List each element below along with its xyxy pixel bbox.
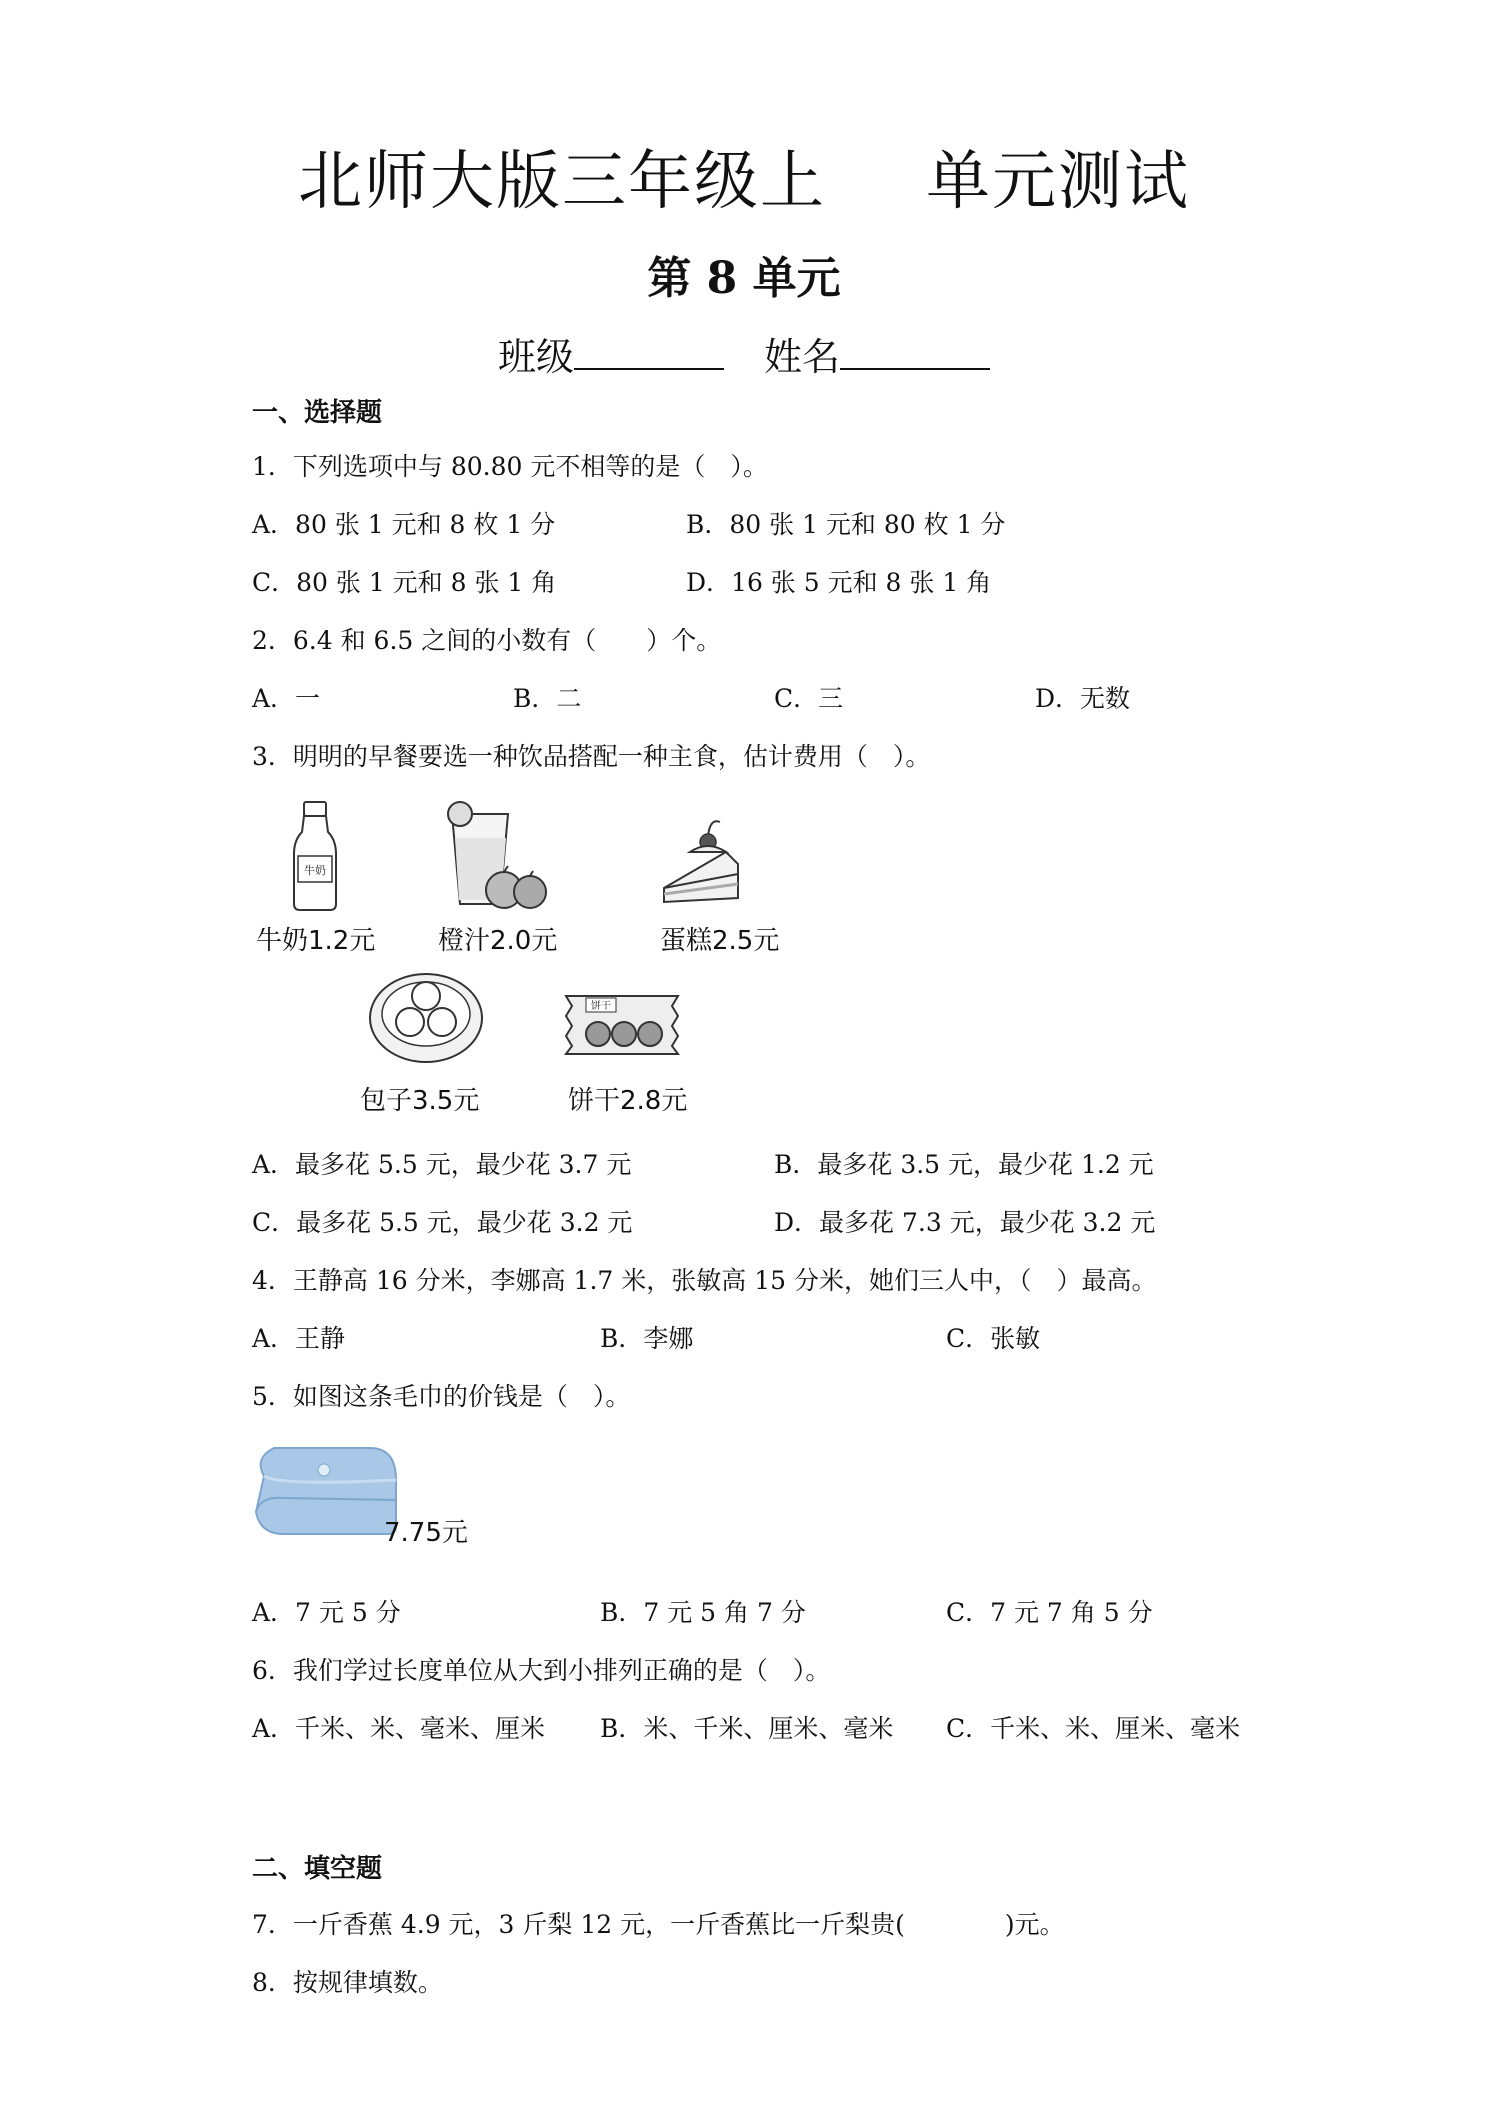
name-blank[interactable] xyxy=(840,334,990,370)
section-heading-fill: 二、填空题 xyxy=(252,1854,383,1884)
question-2: 2．6.4 和 6.5 之间的小数有（ ）个。 xyxy=(252,626,722,655)
q1-option-b[interactable]: B．80 张 1 元和 80 枚 1 分 xyxy=(686,510,1006,539)
class-name-line xyxy=(0,326,1488,381)
title-right: 单元测试 xyxy=(926,145,1190,219)
name-label: 姓名 xyxy=(764,335,841,379)
orange-juice-icon xyxy=(438,800,553,912)
item-cake-label: 蛋糕2.5元 xyxy=(660,926,780,956)
item-milk-label: 牛奶1.2元 xyxy=(256,926,376,956)
question-4: 4．王静高 16 分米，李娜高 1.7 米，张敏高 15 分米，她们三人中，（ ）最高。 xyxy=(252,1266,1157,1295)
q2-option-b[interactable]: B．二 xyxy=(513,684,582,713)
q1-option-c[interactable]: C．80 张 1 元和 8 张 1 角 xyxy=(252,568,557,597)
class-label: 班级 xyxy=(497,335,574,379)
cake-icon xyxy=(660,812,745,912)
item-steamed-bun-label: 包子3.5元 xyxy=(360,1086,480,1116)
q3-option-a[interactable]: A．最多花 5.5 元，最少花 3.7 元 xyxy=(252,1150,632,1179)
q2-option-d[interactable]: D．无数 xyxy=(1035,684,1131,713)
milk-bottle-icon xyxy=(290,800,340,912)
q4-option-b[interactable]: B．李娜 xyxy=(600,1324,694,1353)
q5-option-b[interactable]: B．7 元 5 角 7 分 xyxy=(600,1598,806,1627)
q6-option-c[interactable]: C．千米、米、厘米、毫米 xyxy=(946,1714,1241,1743)
towel-price-label: 7.75元 xyxy=(384,1518,468,1548)
class-blank[interactable] xyxy=(574,334,724,370)
question-6: 6．我们学过长度单位从大到小排列正确的是（ ）。 xyxy=(252,1656,831,1685)
q1-option-d[interactable]: D．16 张 5 元和 8 张 1 角 xyxy=(686,568,992,597)
steamed-bun-icon xyxy=(366,962,486,1066)
q4-option-c[interactable]: C．张敏 xyxy=(946,1324,1041,1353)
q3-option-c[interactable]: C．最多花 5.5 元，最少花 3.2 元 xyxy=(252,1208,633,1237)
page-title xyxy=(0,130,1488,222)
q3-option-d[interactable]: D．最多花 7.3 元，最少花 3.2 元 xyxy=(774,1208,1156,1237)
item-orange-juice-label: 橙汁2.0元 xyxy=(438,926,558,956)
biscuit-pack-text: 饼干 xyxy=(591,1001,611,1012)
question-1: 1．下列选项中与 80.80 元不相等的是（ ）。 xyxy=(252,452,768,481)
q3-option-b[interactable]: B．最多花 3.5 元，最少花 1.2 元 xyxy=(774,1150,1154,1179)
item-biscuit-label: 饼干2.8元 xyxy=(568,1086,688,1116)
question-7: 7．一斤香蕉 4.9 元，3 斤梨 12 元，一斤香蕉比一斤梨贵( )元。 xyxy=(252,1910,1065,1939)
q2-option-a[interactable]: A．一 xyxy=(252,684,321,713)
q5-option-a[interactable]: A．7 元 5 分 xyxy=(252,1598,401,1627)
question-3: 3．明明的早餐要选一种饮品搭配一种主食，估计费用（ ）。 xyxy=(252,742,931,771)
section-heading-choice: 一、选择题 xyxy=(252,398,383,428)
unit-subtitle: 第 8 单元 xyxy=(647,253,841,304)
title-left: 北师大版三年级上 xyxy=(298,145,826,219)
biscuit-icon xyxy=(562,992,682,1058)
q1-option-a[interactable]: A．80 张 1 元和 8 枚 1 分 xyxy=(252,510,556,539)
q6-option-a[interactable]: A．千米、米、毫米、厘米 xyxy=(252,1714,546,1743)
q5-option-c[interactable]: C．7 元 7 角 5 分 xyxy=(946,1598,1153,1627)
question-8: 8．按规律填数。 xyxy=(252,1968,443,1997)
towel-icon xyxy=(250,1440,402,1540)
q2-option-c[interactable]: C．三 xyxy=(774,684,844,713)
q4-option-a[interactable]: A．王静 xyxy=(252,1324,346,1353)
q6-option-b[interactable]: B．米、千米、厘米、毫米 xyxy=(600,1714,894,1743)
question-5: 5．如图这条毛巾的价钱是（ ）。 xyxy=(252,1382,631,1411)
milk-bottle-text: 牛奶 xyxy=(304,864,326,877)
